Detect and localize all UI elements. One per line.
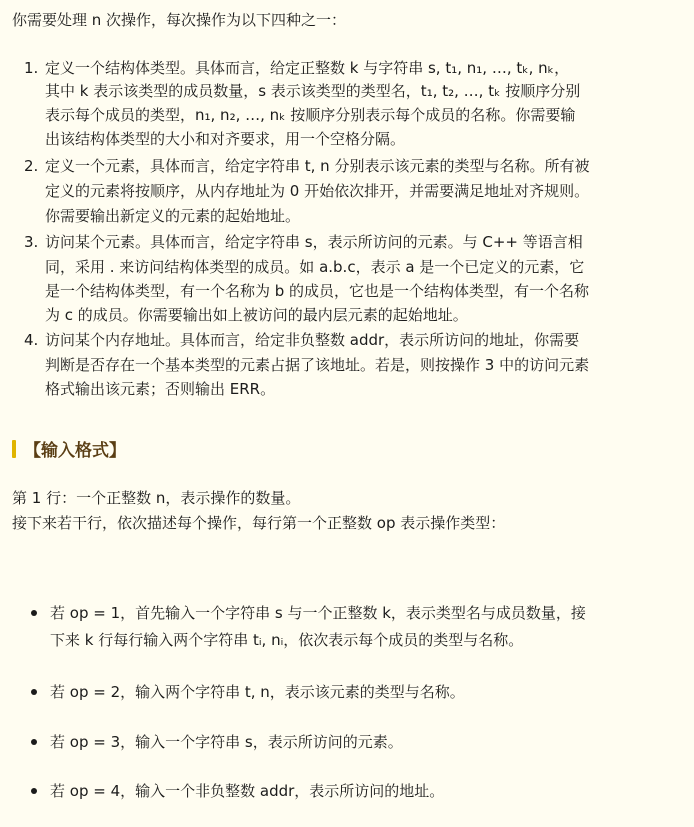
heading-text: 【输入格式】 — [24, 441, 126, 461]
intro-text: 你需要处理 n 次操作，每次操作为以下四种之一： — [12, 11, 347, 29]
item-4-line-2: 判断是否存在一个基本类型的元素占据了该地址。若是，则按操作 3 中的访问元素 — [45, 356, 590, 374]
item-1-line-2: 其中 k 表示该类型的成员数量，s 表示该类型的类型名，t₁, t₂, …, tₖ 按顺序分别 — [45, 82, 581, 100]
item-number: 3. — [24, 233, 39, 251]
item-2-line-3: 你需要输出新定义的元素的起始地址。 — [45, 207, 301, 225]
item-3-line-4: 为 c 的成员。你需要输出如上被访问的最内层元素的起始地址。 — [45, 306, 468, 324]
item-4-line-1: 访问某个内存地址。具体而言，给定非负整数 addr，表示所访问的地址，你需要 — [45, 331, 580, 349]
bullet-1-line-1: 若 op = 1，首先输入一个字符串 s 与一个正整数 k，表示类型名与成员数量，接 — [50, 604, 586, 622]
input-format-heading — [12, 436, 126, 461]
heading-bar-icon — [12, 440, 16, 458]
bullet-icon — [31, 788, 37, 794]
bullet-icon — [31, 689, 37, 695]
bullet-2-line-1: 若 op = 2，输入两个字符串 t, n，表示该元素的类型与名称。 — [50, 683, 465, 701]
input-line-1: 第 1 行：一个正整数 n，表示操作的数量。 — [12, 489, 301, 507]
item-number: 1. — [24, 59, 39, 77]
bullet-3-line-1: 若 op = 3，输入一个字符串 s，表示所访问的元素。 — [50, 733, 403, 751]
item-3-line-2: 同，采用 . 来访问结构体类型的成员。如 a.b.c，表示 a 是一个已定义的元素，它 — [45, 258, 585, 276]
item-1-line-4: 出该结构体类型的大小和对齐要求，用一个空格分隔。 — [45, 130, 406, 148]
input-line-2: 接下来若干行，依次描述每个操作，每行第一个正整数 op 表示操作类型： — [12, 514, 506, 532]
item-2-line-1: 定义一个元素，具体而言，给定字符串 t, n 分别表示该元素的类型与名称。所有被 — [45, 157, 590, 175]
item-3-line-1: 访问某个元素。具体而言，给定字符串 s，表示所访问的元素。与 C++ 等语言相 — [45, 233, 583, 251]
item-number: 2. — [24, 157, 39, 175]
bullet-4-line-1: 若 op = 4，输入一个非负整数 addr，表示所访问的地址。 — [50, 782, 445, 800]
bullet-icon — [31, 610, 37, 616]
bullet-1-line-2: 下来 k 行每行输入两个字符串 tᵢ, nᵢ，依次表示每个成员的类型与名称。 — [50, 631, 524, 649]
bullet-icon — [31, 739, 37, 745]
item-3-line-3: 是一个结构体类型，有一个名称为 b 的成员，它也是一个结构体类型，有一个名称 — [45, 282, 590, 300]
item-1-line-3: 表示每个成员的类型，n₁, n₂, …, nₖ 按顺序分别表示每个成员的名称。你需要输 — [45, 106, 576, 124]
item-1-line-1: 定义一个结构体类型。具体而言，给定正整数 k 与字符串 s, t₁, n₁, …, tₖ, nₖ， — [45, 59, 570, 77]
item-2-line-2: 定义的元素将按顺序，从内存地址为 0 开始依次排开，并需要满足地址对齐规则。 — [45, 182, 590, 200]
item-number: 4. — [24, 331, 39, 349]
item-4-line-3: 格式输出该元素；否则输出 ERR。 — [45, 380, 276, 398]
